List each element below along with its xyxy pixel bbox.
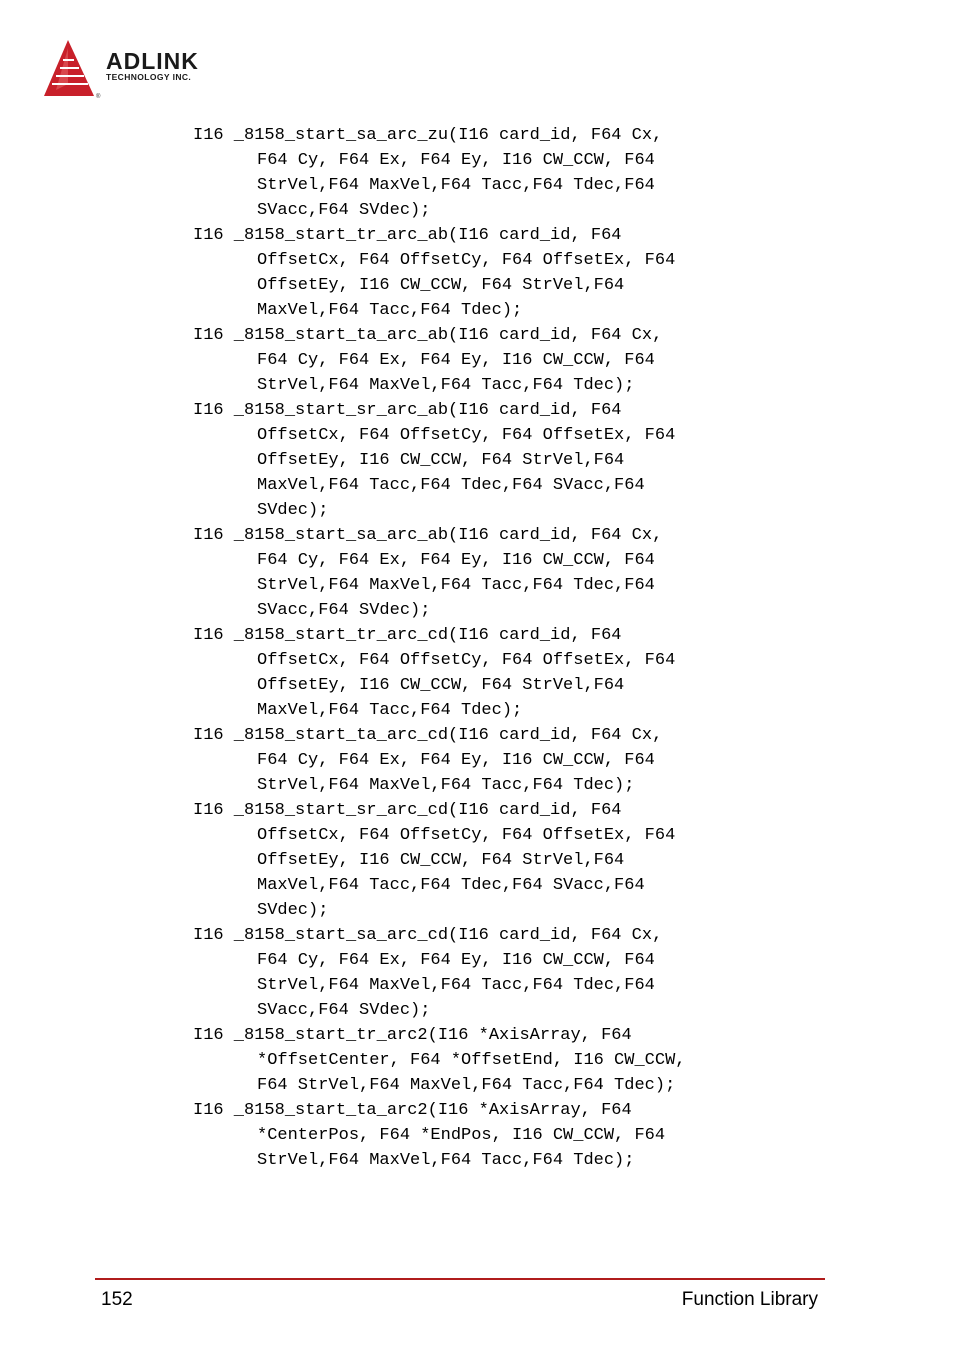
prototype-continuation-line: SVdec); [257,501,329,520]
logo-triangle-icon [42,38,104,100]
function-prototype [193,798,793,923]
prototype-signature-line: I16 _8158_start_sa_arc_zu(I16 card_id, F64 Cx, [193,126,663,145]
function-prototype [193,398,793,523]
prototype-continuation-line: OffsetEy, I16 CW_CCW, F64 StrVel,F64 [257,676,625,695]
prototype-continuation-line: *CenterPos, F64 *EndPos, I16 CW_CCW, F64 [257,1126,666,1145]
prototype-continuation-line: SVacc,F64 SVdec); [257,601,431,620]
function-prototype [193,1023,793,1098]
function-prototype [193,923,793,1023]
prototype-continuation-line: MaxVel,F64 Tacc,F64 Tdec,F64 SVacc,F64 [257,876,645,895]
prototype-continuation-line: StrVel,F64 MaxVel,F64 Tacc,F64 Tdec); [257,376,635,395]
function-prototype [193,323,793,398]
prototype-continuation-line: StrVel,F64 MaxVel,F64 Tacc,F64 Tdec,F64 [257,976,655,995]
prototype-continuation-line: OffsetEy, I16 CW_CCW, F64 StrVel,F64 [257,451,625,470]
prototype-signature-line: I16 _8158_start_sa_arc_ab(I16 card_id, F64 Cx, [193,526,663,545]
function-prototype [193,223,793,323]
prototype-continuation-line: StrVel,F64 MaxVel,F64 Tacc,F64 Tdec); [257,776,635,795]
function-prototype [193,523,793,623]
function-prototype [193,723,793,798]
function-prototype-list [193,123,793,1173]
prototype-continuation-line: MaxVel,F64 Tacc,F64 Tdec); [257,301,523,320]
prototype-continuation-line: SVacc,F64 SVdec); [257,1001,431,1020]
prototype-continuation-line: F64 Cy, F64 Ex, F64 Ey, I16 CW_CCW, F64 [257,551,655,570]
logo-wordmark: ADLINK [106,48,199,74]
function-prototype [193,623,793,723]
prototype-continuation-line: OffsetCx, F64 OffsetCy, F64 OffsetEx, F64 [257,426,676,445]
prototype-continuation-line: OffsetCx, F64 OffsetCy, F64 OffsetEx, F64 [257,651,676,670]
prototype-continuation-line: StrVel,F64 MaxVel,F64 Tacc,F64 Tdec,F64 [257,576,655,595]
function-prototype [193,123,793,223]
prototype-continuation-line: SVacc,F64 SVdec); [257,201,431,220]
prototype-continuation-line: MaxVel,F64 Tacc,F64 Tdec,F64 SVacc,F64 [257,476,645,495]
page-number: 152 [101,1289,133,1310]
prototype-signature-line: I16 _8158_start_tr_arc_cd(I16 card_id, F64 [193,626,622,645]
prototype-signature-line: I16 _8158_start_sr_arc_ab(I16 card_id, F64 [193,401,622,420]
prototype-signature-line: I16 _8158_start_tr_arc_ab(I16 card_id, F64 [193,226,622,245]
footer-section-name: Function Library [681,1289,818,1310]
prototype-continuation-line: F64 Cy, F64 Ex, F64 Ey, I16 CW_CCW, F64 [257,751,655,770]
prototype-continuation-line: OffsetEy, I16 CW_CCW, F64 StrVel,F64 [257,851,625,870]
prototype-continuation-line: F64 Cy, F64 Ex, F64 Ey, I16 CW_CCW, F64 [257,151,655,170]
prototype-continuation-line: StrVel,F64 MaxVel,F64 Tacc,F64 Tdec); [257,1151,635,1170]
prototype-continuation-line: F64 StrVel,F64 MaxVel,F64 Tacc,F64 Tdec); [257,1076,676,1095]
adlink-logo [42,38,242,100]
prototype-continuation-line: OffsetCx, F64 OffsetCy, F64 OffsetEx, F64 [257,826,676,845]
prototype-signature-line: I16 _8158_start_sa_arc_cd(I16 card_id, F64 Cx, [193,926,663,945]
logo-tagline: TECHNOLOGY INC. [106,72,192,82]
prototype-signature-line: I16 _8158_start_ta_arc_ab(I16 card_id, F64 Cx, [193,326,663,345]
prototype-continuation-line: OffsetCx, F64 OffsetCy, F64 OffsetEx, F64 [257,251,676,270]
prototype-continuation-line: *OffsetCenter, F64 *OffsetEnd, I16 CW_CCW, [257,1051,686,1070]
prototype-signature-line: I16 _8158_start_ta_arc2(I16 *AxisArray, F64 [193,1101,632,1120]
function-prototype [193,1098,793,1173]
prototype-signature-line: I16 _8158_start_ta_arc_cd(I16 card_id, F64 Cx, [193,726,663,745]
prototype-continuation-line: SVdec); [257,901,329,920]
prototype-continuation-line: MaxVel,F64 Tacc,F64 Tdec); [257,701,523,720]
prototype-continuation-line: F64 Cy, F64 Ex, F64 Ey, I16 CW_CCW, F64 [257,951,655,970]
registered-mark: ® [96,94,101,100]
prototype-continuation-line: StrVel,F64 MaxVel,F64 Tacc,F64 Tdec,F64 [257,176,655,195]
prototype-continuation-line: F64 Cy, F64 Ex, F64 Ey, I16 CW_CCW, F64 [257,351,655,370]
footer-rule [95,1278,825,1280]
prototype-continuation-line: OffsetEy, I16 CW_CCW, F64 StrVel,F64 [257,276,625,295]
prototype-signature-line: I16 _8158_start_sr_arc_cd(I16 card_id, F64 [193,801,622,820]
prototype-signature-line: I16 _8158_start_tr_arc2(I16 *AxisArray, F64 [193,1026,632,1045]
